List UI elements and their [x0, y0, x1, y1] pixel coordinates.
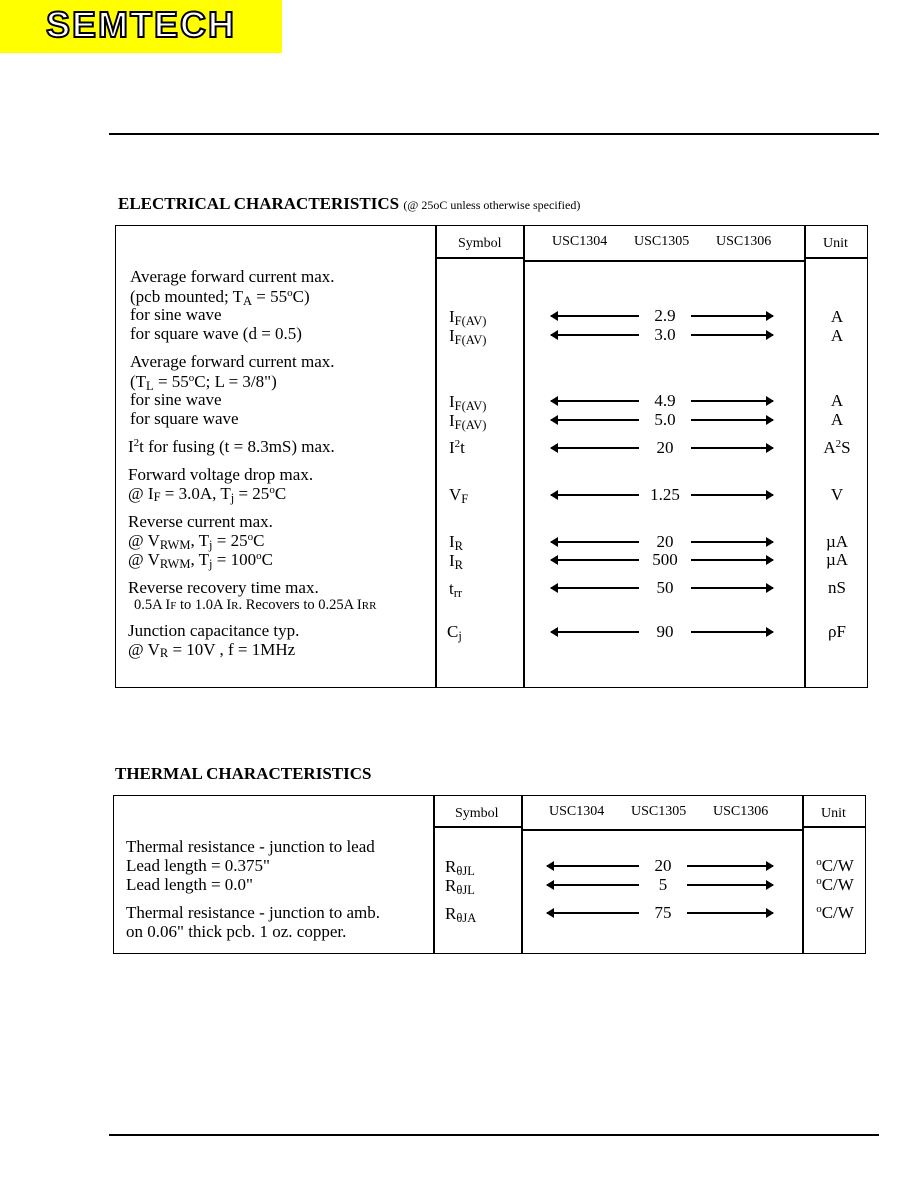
thermal-title: THERMAL CHARACTERISTICS	[115, 764, 372, 783]
symbol: IF(AV)	[449, 411, 487, 432]
value: 5	[658, 875, 668, 894]
header-symbol: Symbol	[458, 236, 502, 251]
param-line: @ VR = 10V , f = 1MHz	[128, 640, 296, 660]
divider	[804, 257, 868, 259]
param-line: Lead length = 0.0"	[126, 875, 253, 894]
unit: V	[830, 485, 844, 504]
param-line: for sine wave	[130, 305, 222, 324]
param-line: Average forward current max.	[130, 352, 335, 371]
divider	[433, 826, 521, 828]
param-line: Reverse current max.	[128, 512, 273, 531]
symbol: $I^2t$	[449, 438, 465, 457]
divider	[521, 795, 523, 954]
value: 90	[656, 622, 674, 641]
param-line: (pcb mounted; TA = $55^oC$)	[130, 287, 310, 308]
electrical-section-title	[118, 194, 580, 214]
symbol: RθJL	[445, 857, 475, 878]
symbol: RθJL	[445, 876, 475, 897]
divider	[523, 260, 804, 262]
footer-rule	[109, 1134, 879, 1136]
unit: A	[830, 326, 844, 345]
symbol: IF(AV)	[449, 392, 487, 413]
value-arrow-row	[551, 410, 773, 429]
param-line: Junction capacitance typ.	[128, 621, 300, 640]
value-arrow-row	[551, 325, 773, 344]
header-usc1305: USC1305	[634, 234, 690, 249]
divider	[435, 225, 437, 688]
symbol: IR	[449, 551, 464, 572]
value: 20	[656, 438, 674, 457]
unit: nS	[828, 578, 846, 597]
header-usc1306: USC1306	[716, 234, 772, 249]
value: 5.0	[654, 410, 676, 429]
divider	[433, 795, 435, 954]
param-line: Reverse recovery time max.	[128, 578, 319, 597]
divider	[435, 257, 523, 259]
value: 2.9	[654, 306, 676, 325]
unit: A	[830, 410, 844, 429]
unit: A	[830, 307, 844, 326]
header-unit: Unit	[823, 236, 848, 251]
param-line: on 0.06" thick pcb. 1 oz. copper.	[126, 922, 347, 941]
unit: $^o$C/W	[816, 903, 854, 922]
value-arrow-row	[551, 578, 773, 597]
value-arrow-row	[547, 903, 773, 922]
value: 75	[654, 903, 672, 922]
param-line: for square wave (d = 0.5)	[130, 324, 302, 343]
electrical-title: ELECTRICAL CHARACTERISTICS	[118, 194, 400, 213]
unit: $A^2S$	[823, 438, 851, 457]
value: 20	[656, 532, 674, 551]
header-usc1304: USC1304	[552, 234, 608, 249]
symbol: trr	[449, 579, 463, 600]
symbol: IF(AV)	[449, 307, 487, 328]
value: 1.25	[650, 485, 680, 504]
symbol: RθJA	[445, 904, 477, 925]
param-line: for sine wave	[130, 390, 222, 409]
value-arrow-row	[551, 438, 773, 457]
value-arrow-row	[551, 622, 773, 641]
symbol: IR	[449, 532, 464, 553]
symbol: Cj	[447, 622, 462, 643]
value-arrow-row	[551, 306, 773, 325]
param-line: for square wave	[130, 409, 239, 428]
param-line: Forward voltage drop max.	[128, 465, 314, 484]
value-arrow-row	[551, 391, 773, 410]
logo-text: SEMTECH	[45, 4, 236, 45]
param-line: 0.5A IF to 1.0A IR. Recovers to 0.25A IRR	[134, 597, 377, 613]
unit: $^o$C/W	[816, 875, 854, 894]
param-line: @ VRWM, $Tj = 25^oC$	[128, 531, 265, 552]
param-line: Thermal resistance - junction to amb.	[126, 903, 380, 922]
value-arrow-row	[551, 485, 773, 504]
value: 3.0	[654, 325, 676, 344]
electrical-subtitle: (@ 25oC unless otherwise specified)	[403, 198, 581, 212]
semtech-logo	[0, 0, 282, 53]
unit: µA	[825, 550, 849, 569]
header-rule	[109, 133, 879, 135]
param-line: @ VRWM, $Tj = 100^oC$	[128, 550, 273, 571]
value-arrow-row	[551, 532, 773, 551]
param-line: Average forward current max.	[130, 267, 335, 286]
param-line: @ IF = 3.0A, $Tj = 25^oC$	[128, 484, 287, 505]
unit: µA	[825, 532, 849, 551]
value: 4.9	[654, 391, 676, 410]
param-line: Thermal resistance - junction to lead	[126, 837, 375, 856]
unit: $^o$C/W	[816, 856, 854, 875]
param-line: $I^2t$ for fusing (t = 8.3mS) max.	[128, 437, 335, 456]
unit: ρF	[828, 622, 846, 641]
value: 20	[654, 856, 672, 875]
value-arrow-row	[547, 856, 773, 875]
divider	[802, 826, 866, 828]
header-usc1306: USC1306	[713, 804, 769, 819]
value-arrow-row	[547, 875, 773, 894]
symbol: VF	[449, 485, 469, 506]
unit: A	[830, 391, 844, 410]
value: 50	[656, 578, 674, 597]
param-line: ($TL = 55^oC$; L = 3/8")	[130, 372, 277, 393]
header-usc1304: USC1304	[549, 804, 605, 819]
divider	[523, 225, 525, 688]
header-unit: Unit	[821, 806, 846, 821]
symbol: IF(AV)	[449, 326, 487, 347]
header-symbol: Symbol	[455, 806, 499, 821]
header-usc1305: USC1305	[631, 804, 687, 819]
divider	[521, 829, 802, 831]
value: 500	[652, 550, 678, 569]
value-arrow-row	[551, 550, 773, 569]
param-line: Lead length = 0.375"	[126, 856, 270, 875]
